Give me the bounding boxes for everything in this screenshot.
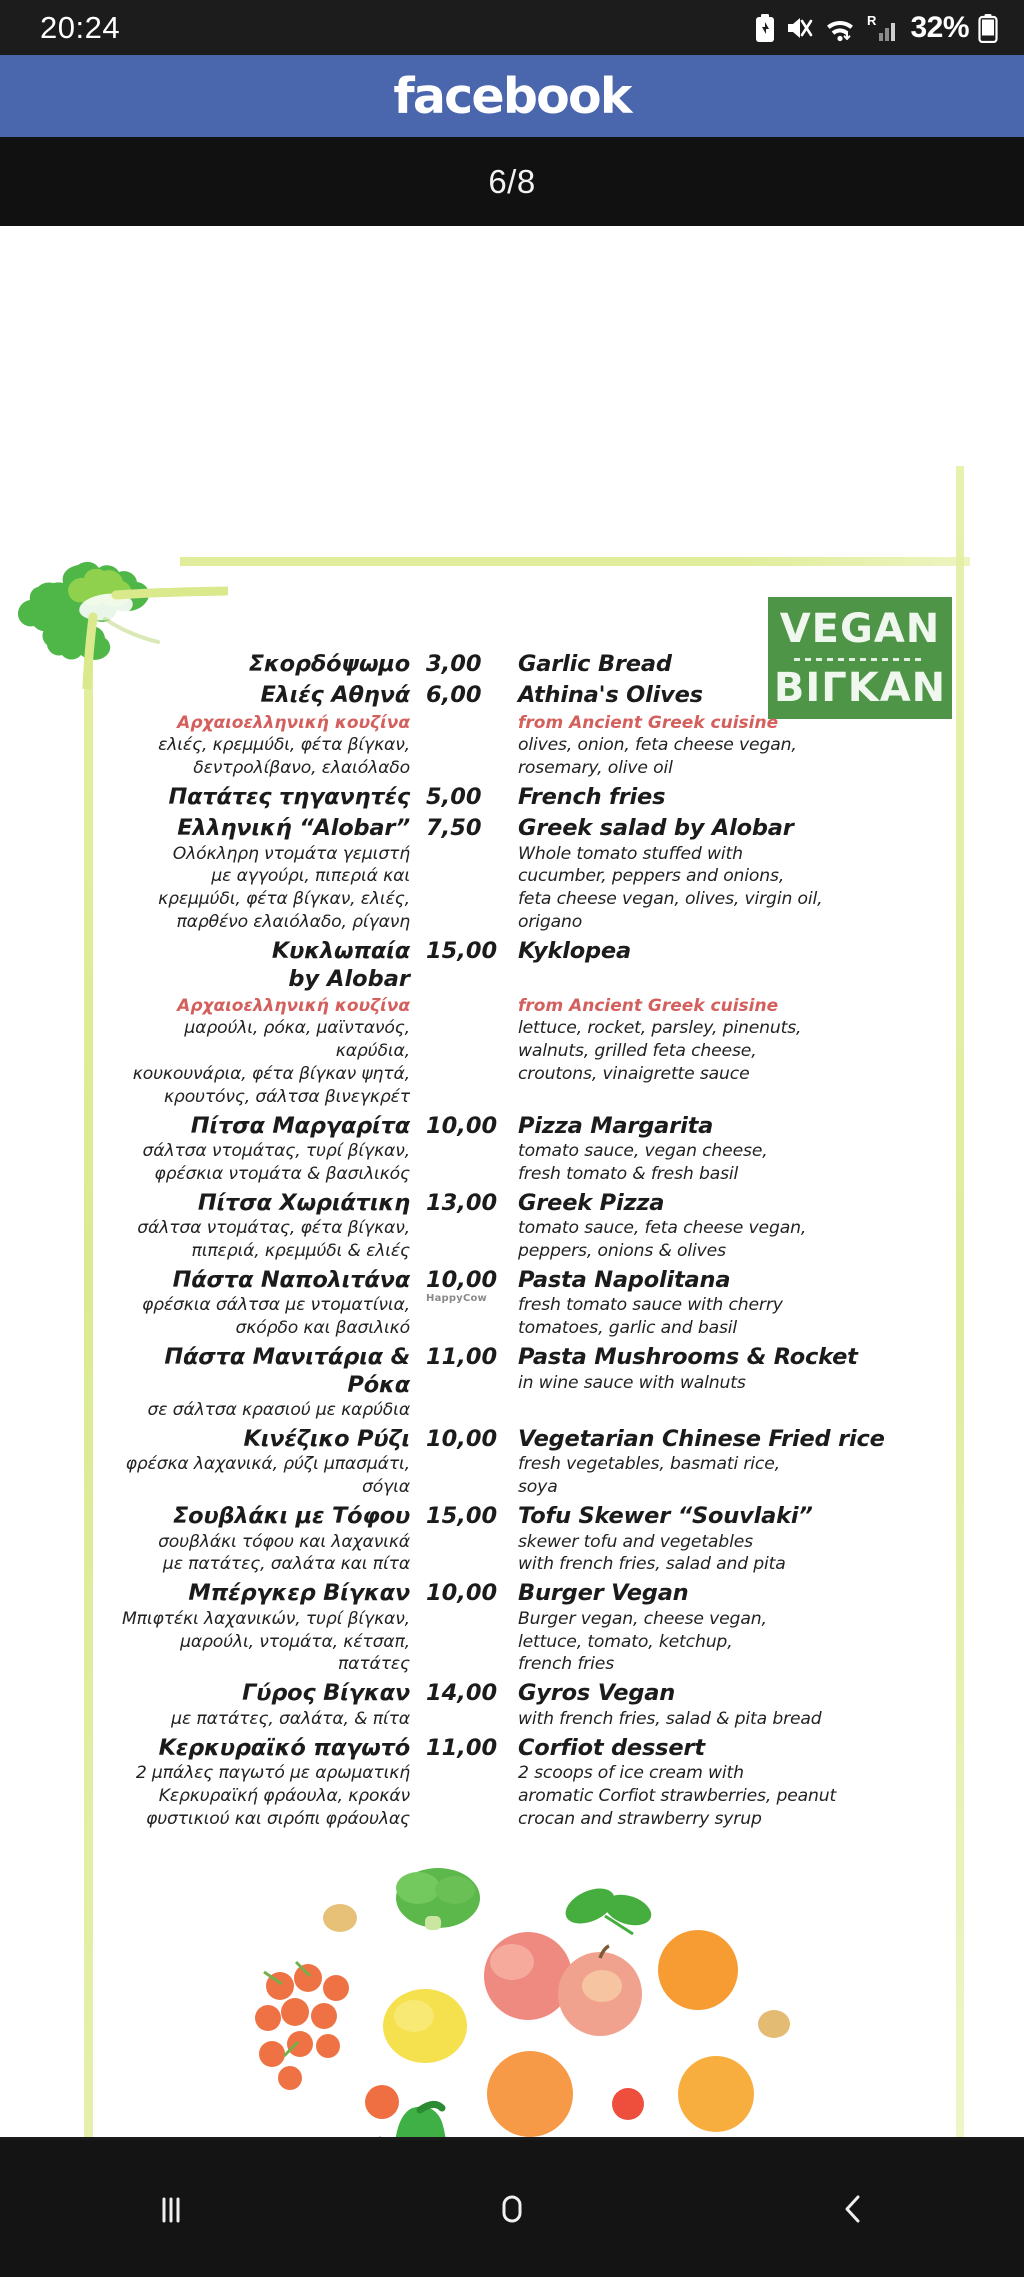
menu-item-desc-english-line: soya: [518, 1477, 558, 1498]
menu-item-greek: [110, 1344, 420, 1422]
menu-item-desc-english-line: tomato sauce, vegan cheese,: [518, 1141, 768, 1161]
menu-item-name-english: Kyklopea: [518, 938, 631, 965]
menu-item-price-cell: [420, 1113, 512, 1186]
menu-item-desc-english-line: lettuce, rocket, parsley, pinenuts,: [518, 1018, 802, 1039]
home-icon: [488, 2185, 536, 2233]
menu-item-greek: [110, 815, 420, 934]
menu-item-name-greek: Μπέργκερ Βίγκαν: [188, 1580, 410, 1607]
menu-item-desc-greek-line: σκόρδο και βασιλικό: [235, 1318, 410, 1339]
menu-item-desc-english-line: french fries: [518, 1654, 615, 1675]
menu-item-desc-english-line: Whole tomato stuffed with: [518, 843, 743, 864]
menu-item-desc-english-line: tomato sauce, feta cheese vegan,: [518, 1218, 807, 1239]
menu-item-name-english: Greek Pizza: [518, 1189, 665, 1216]
menu-item-price-cell: [420, 1503, 512, 1576]
menu-item-desc-greek-line: φρέσκια ντομάτα & βασιλικός: [154, 1163, 410, 1184]
frame-line-left: [84, 566, 93, 2137]
menu-item-desc-english-line: feta cheese vegan, olives, virgin oil,: [518, 889, 823, 910]
menu-item-name-english: Vegetarian Chinese Fried rice: [518, 1425, 885, 1452]
menu-item-row: [110, 938, 940, 1108]
menu-item-greek: [110, 682, 420, 779]
menu-item-row: [110, 1735, 940, 1831]
menu-item-name-greek: Πατάτες τηγανητές: [168, 783, 410, 810]
status-time: 20:24: [40, 9, 121, 45]
menu-item-desc-greek-line: πιπεριά, κρεμμύδι & ελιές: [191, 1241, 410, 1262]
menu-item-desc-greek-line: σε σάλτσα κρασιού με καρύδια: [147, 1400, 410, 1420]
menu-item-desc-english-line: with french fries, salad and pita: [518, 1554, 786, 1575]
menu-item-desc-english-line: fresh tomato sauce with cherry: [518, 1295, 783, 1316]
menu-item-desc-greek-line: σόγια: [362, 1477, 410, 1498]
vegan-badge-line1: VEGAN: [779, 605, 941, 652]
menu-item-desc-english-line: lettuce, tomato, ketchup,: [518, 1631, 733, 1652]
menu-item-row: [110, 1580, 940, 1676]
svg-text:R: R: [867, 12, 877, 28]
menu-item-price-cell: [420, 1190, 512, 1263]
menu-item-desc-english-line: cucumber, peppers and onions,: [518, 866, 785, 887]
menu-item-desc-greek-line: με πατάτες, σαλάτα, & πίτα: [171, 1708, 410, 1729]
frame-line-right: [956, 466, 964, 2137]
menu-item-desc-greek-line: πατάτες: [337, 1654, 410, 1675]
mute-vibrate-icon: [785, 13, 815, 43]
menu-item-name-english: Tofu Skewer “Souvlaki”: [518, 1503, 813, 1530]
menu-item-desc-english-line: fresh vegetables, basmati rice,: [518, 1454, 780, 1475]
menu-item-price-cell: [420, 815, 512, 934]
menu-item-desc-greek-line: σάλτσα ντομάτας, φέτα βίγκαν,: [137, 1218, 410, 1239]
menu-item-name-english: Burger Vegan: [518, 1580, 689, 1607]
menu-item-name-english: Pasta Mushrooms & Rocket: [518, 1344, 858, 1371]
menu-item-price: 14,00: [426, 1680, 498, 1707]
menu-item-desc-english-line: skewer tofu and vegetables: [518, 1531, 753, 1552]
menu-item-desc-english-line: in wine sauce with walnuts: [518, 1372, 746, 1393]
menu-item-desc-english-line: crocan and strawberry syrup: [518, 1808, 762, 1829]
menu-item-greek: [110, 1426, 420, 1499]
menu-item-row: [110, 651, 940, 678]
menu-item-price-cell: [420, 1344, 512, 1422]
menu-item-name-greek: Ελιές Αθηνά: [260, 682, 410, 709]
android-nav-bar: [0, 2140, 1024, 2277]
photo-counter-bar: [0, 137, 1024, 226]
menu-item-row: [110, 1503, 940, 1576]
menu-item-name-greek: Πάστα Μανιτάρια & Ρόκα: [164, 1344, 410, 1398]
menu-item-price-cell: [420, 651, 512, 678]
produce-bag-photo: [150, 1866, 850, 2137]
menu-item-english: [512, 1503, 940, 1576]
menu-item-price: 15,00: [426, 938, 498, 965]
back-chevron-icon: [829, 2185, 877, 2233]
menu-item-english: [512, 815, 940, 934]
menu-item-price-cell: [420, 938, 512, 1108]
menu-item-row: [110, 1680, 940, 1730]
menu-item-name-english: Pizza Margarita: [518, 1112, 714, 1139]
menu-item-price: 15,00: [426, 1503, 498, 1530]
menu-item-greek: [110, 784, 420, 811]
menu-item-greek: [110, 1735, 420, 1831]
menu-item-greek: [110, 1113, 420, 1186]
menu-item-list: [110, 651, 940, 1835]
menu-item-english: [512, 1190, 940, 1263]
menu-item-price-cell: [420, 1735, 512, 1831]
menu-item-desc-english-line: peppers, onions & olives: [518, 1241, 726, 1262]
menu-photo[interactable]: [0, 226, 1024, 2137]
menu-item-price-cell: [420, 784, 512, 811]
menu-item-greek: [110, 1190, 420, 1263]
menu-item-english: [512, 938, 940, 1108]
menu-item-price: 5,00: [426, 783, 482, 810]
menu-item-price-cell: [420, 1426, 512, 1499]
status-icons: [754, 11, 998, 45]
menu-item-english: [512, 1426, 940, 1499]
menu-item-desc-greek-line: φυστικιού και σιρόπι φράουλας: [146, 1808, 410, 1829]
menu-item-desc-english-line: croutons, vinaigrette sauce: [518, 1063, 750, 1084]
vegan-badge-line2: ΒΙΓΚΑΝ: [773, 664, 947, 711]
menu-item-row: [110, 784, 940, 811]
menu-item-row: [110, 1426, 940, 1499]
menu-item-name-greek: Πίτσα Μαργαρίτα: [190, 1112, 410, 1139]
menu-item-name-greek: Σουβλάκι με Τόφου: [173, 1503, 410, 1530]
menu-item-desc-english-line: fresh tomato & fresh basil: [518, 1163, 739, 1184]
menu-item-price: 13,00: [426, 1189, 498, 1216]
menu-item-english: [512, 1735, 940, 1831]
menu-item-row: [110, 682, 940, 779]
menu-item-desc-greek-line: μαρούλι, ρόκα, μαϊντανός, καρύδια,: [184, 1018, 410, 1061]
menu-item-name-english: Corfiot dessert: [518, 1734, 705, 1761]
menu-item-desc-english-line: 2 scoops of ice cream with: [518, 1763, 744, 1784]
menu-item-greek: [110, 651, 420, 678]
happycow-watermark: HappyCow: [426, 1292, 487, 1304]
menu-item-greek: [110, 1580, 420, 1676]
menu-item-name-english: Athina's Olives: [518, 682, 703, 709]
menu-item-row: [110, 1344, 940, 1422]
menu-item-desc-english-line: walnuts, grilled feta cheese,: [518, 1040, 757, 1061]
menu-item-price: 6,00: [426, 682, 482, 709]
menu-item-price: 11,00: [426, 1734, 498, 1761]
menu-item-desc-greek-line: μαρούλι, ντομάτα, κέτσαπ,: [180, 1631, 410, 1652]
menu-item-desc-greek-line: Κερκυραϊκή φράουλα, κροκάν: [158, 1785, 410, 1806]
menu-item-name-greek: Πίτσα Χωριάτικη: [197, 1189, 410, 1216]
menu-item-name-greek: Κερκυραϊκό παγωτό: [158, 1734, 410, 1761]
menu-item-greek: [110, 1503, 420, 1576]
menu-item-english: [512, 1680, 940, 1730]
battery-saver-icon: [754, 13, 776, 43]
menu-item-name-greek: Πάστα Ναπολιτάνα: [172, 1266, 410, 1293]
menu-item-desc-english-line: origano: [518, 912, 583, 933]
menu-item-desc-english-line: Burger vegan, cheese vegan,: [518, 1608, 767, 1629]
frame-line-horizontal: [180, 557, 970, 566]
menu-item-name-english: Pasta Napolitana: [518, 1266, 731, 1293]
menu-item-desc-greek-line: με αγγούρι, πιπεριά και: [211, 866, 410, 887]
facebook-logo: facebook: [393, 67, 631, 125]
home-button[interactable]: [341, 2140, 682, 2277]
menu-item-desc-english-line: aromatic Corfiot strawberries, peanut: [518, 1785, 837, 1806]
menu-item-english: [512, 1580, 940, 1676]
menu-item-desc-greek-line: με πατάτες, σαλάτα και πίτα: [162, 1554, 410, 1575]
menu-item-desc-english-line: tomatoes, garlic and basil: [518, 1318, 738, 1339]
menu-item-desc-greek-line: φρέσκα λαχανικά, ρύζι μπασμάτι,: [125, 1454, 410, 1475]
menu-item-price: 10,00: [426, 1266, 498, 1293]
status-bar: [0, 0, 1024, 55]
menu-item-desc-greek-line: κρεμμύδι, φέτα βίγκαν, ελιές,: [158, 889, 410, 910]
menu-item-price-cell: [420, 1680, 512, 1730]
menu-item-desc-greek-line: σουβλάκι τόφου και λαχανικά: [158, 1531, 410, 1552]
menu-item-english: [512, 784, 940, 811]
menu-item-desc-greek-line: κουκουνάρια, φέτα βίγκαν ψητά,: [132, 1063, 410, 1084]
recents-button[interactable]: [0, 2140, 341, 2277]
menu-item-name-greek: Κινέζικο Ρύζι: [243, 1425, 410, 1452]
menu-item-cuisine-note-english: from Ancient Greek cuisine: [518, 995, 779, 1016]
menu-item-english: [512, 651, 940, 678]
menu-item-name-greek: Κυκλωπαία: [271, 938, 410, 965]
menu-item-desc-greek-line: 2 μπάλες παγωτό με αρωματική: [135, 1763, 410, 1784]
menu-item-desc-greek-line: φρέσκια σάλτσα με ντοματίνια,: [141, 1295, 410, 1316]
menu-item-desc-english-line: with french fries, salad & pita bread: [518, 1708, 822, 1729]
menu-item-cuisine-note-greek: Αρχαιοελληνική κουζίνα: [177, 995, 410, 1016]
menu-item-name-english: French fries: [518, 783, 666, 810]
menu-item-price-cell: [420, 1267, 512, 1340]
menu-item-desc-greek-line: Ολόκληρη ντομάτα γεμιστή: [172, 843, 410, 864]
menu-item-name-greek: Ελληνική “Alobar”: [177, 815, 410, 842]
menu-item-name-greek: Γύρος Βίγκαν: [242, 1680, 410, 1707]
menu-item-desc-greek-line: σάλτσα ντομάτας, τυρί βίγκαν,: [142, 1141, 410, 1161]
menu-item-row: [110, 1113, 940, 1186]
menu-item-english: [512, 1113, 940, 1186]
menu-item-greek: [110, 1267, 420, 1340]
menu-item-greek: [110, 938, 420, 1108]
menu-item-row: [110, 815, 940, 934]
photo-counter: 6/8: [488, 162, 536, 200]
facebook-header: [0, 55, 1024, 137]
menu-item-price: 3,00: [426, 651, 482, 677]
menu-item-cuisine-note-greek: Αρχαιοελληνική κουζίνα: [177, 712, 410, 733]
menu-item-row: [110, 1267, 940, 1340]
roaming-signal-icon: [865, 13, 899, 43]
menu-item-desc-greek-line: ελιές, κρεμμύδι, φέτα βίγκαν,: [158, 734, 410, 755]
menu-item-name-english: Greek salad by Alobar: [518, 815, 794, 842]
menu-item-price: 11,00: [426, 1344, 498, 1371]
wifi-icon: [824, 13, 856, 43]
recents-icon: [147, 2185, 195, 2233]
menu-item-name-english: Gyros Vegan: [518, 1680, 676, 1707]
battery-percent-label: 32%: [910, 10, 969, 44]
menu-item-name-english-spacer: [518, 966, 940, 993]
menu-item-desc-english-line: rosemary, olive oil: [518, 757, 673, 778]
menu-item-name-greek-sub: by Alobar: [288, 965, 410, 992]
menu-item-name-greek: Σκορδόψωμο: [248, 651, 410, 677]
menu-item-price-cell: [420, 682, 512, 779]
battery-icon: [978, 13, 998, 43]
menu-item-desc-greek-line: κρουτόνς, σάλτσα βινεγκρέτ: [163, 1086, 410, 1107]
menu-item-cuisine-note-english: from Ancient Greek cuisine: [518, 712, 779, 733]
menu-item-desc-greek-line: παρθένο ελαιόλαδο, ρίγανη: [176, 912, 410, 933]
menu-item-desc-greek-line: Μπιφτέκι λαχανικών, τυρί βίγκαν,: [121, 1608, 410, 1629]
menu-item-english: [512, 682, 940, 779]
menu-item-price: 7,50: [426, 815, 482, 842]
menu-item-greek: [110, 1680, 420, 1730]
menu-item-english: [512, 1344, 940, 1422]
menu-item-desc-english-line: olives, onion, feta cheese vegan,: [518, 734, 797, 755]
menu-item-english: [512, 1267, 940, 1340]
back-button[interactable]: [683, 2140, 1024, 2277]
menu-item-price: 10,00: [426, 1425, 498, 1452]
menu-item-price: 10,00: [426, 1580, 498, 1607]
menu-item-price: 10,00: [426, 1112, 498, 1139]
menu-item-row: [110, 1190, 940, 1263]
menu-item-price-cell: [420, 1580, 512, 1676]
menu-item-name-english: Garlic Bread: [518, 651, 672, 677]
menu-item-desc-greek-line: δεντρολίβανο, ελαιόλαδο: [193, 757, 410, 778]
